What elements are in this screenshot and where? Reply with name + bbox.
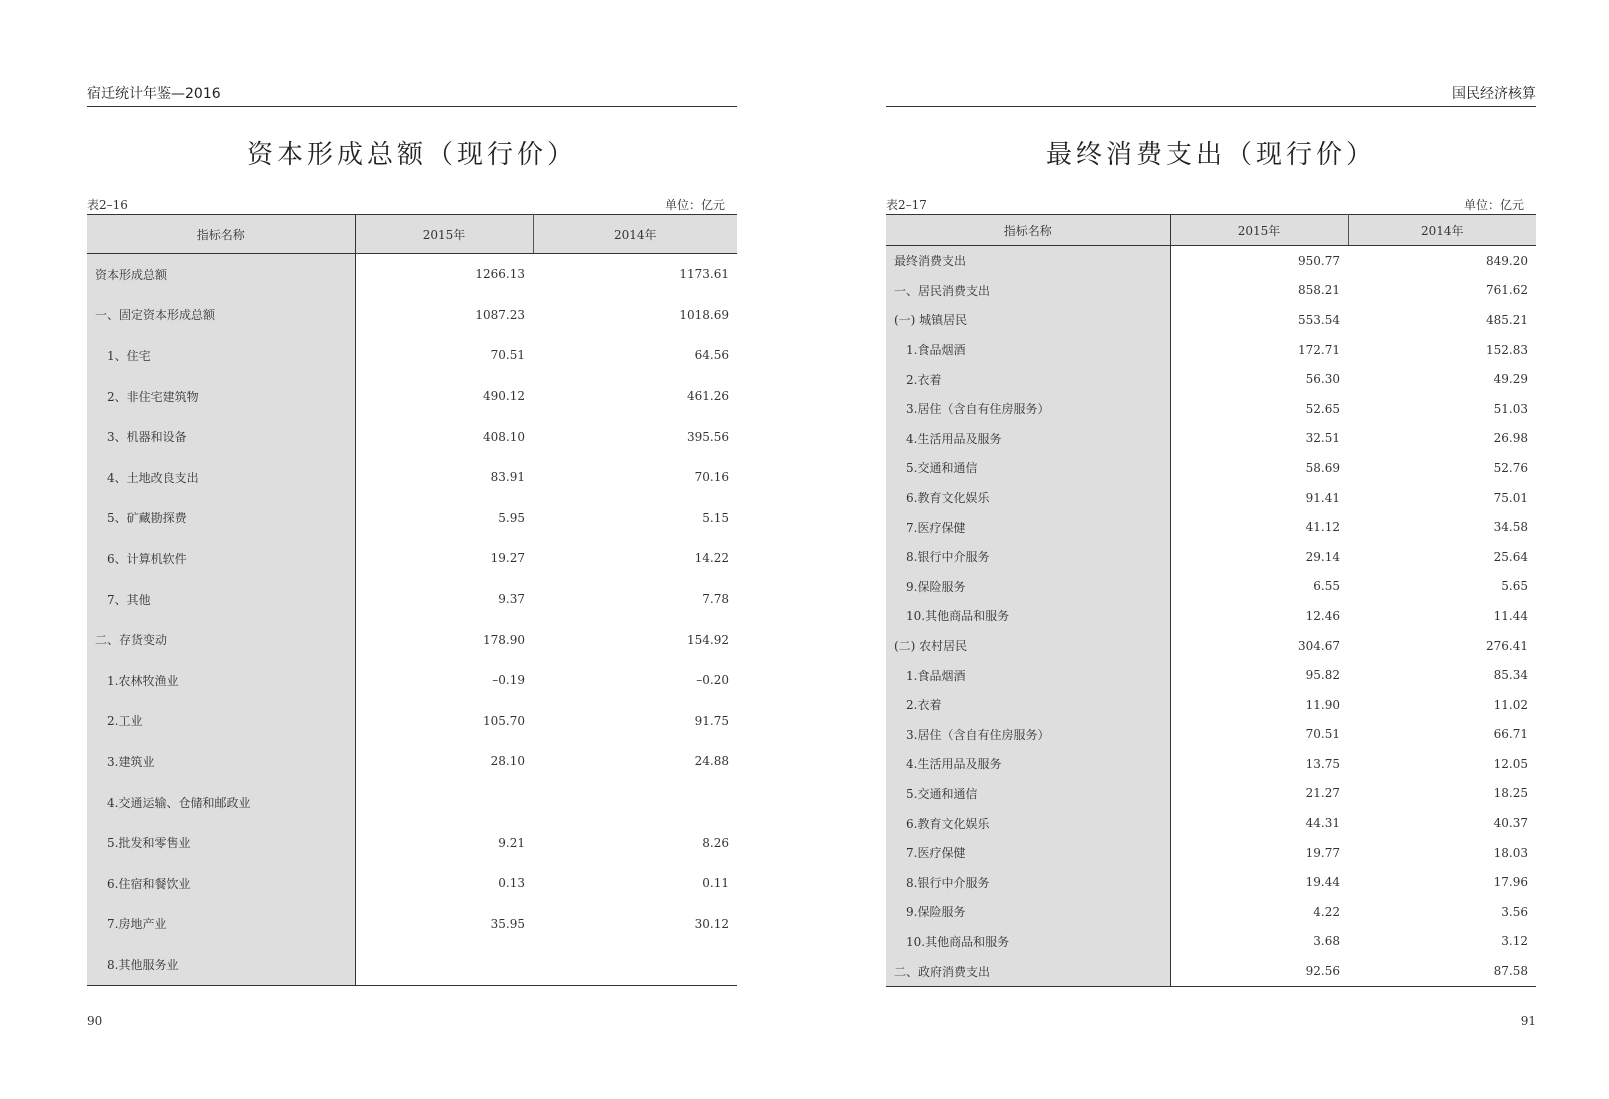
- cell-2015: 91.41: [1305, 490, 1340, 505]
- row-label: 2.衣着: [886, 364, 1170, 394]
- cell-2015: 29.14: [1305, 549, 1340, 564]
- row-label: 6.住宿和餐饮业: [87, 863, 355, 904]
- row-label: 1.农林牧渔业: [87, 660, 355, 701]
- cell-2014: 17.96: [1493, 875, 1528, 890]
- table-title: 资本形成总额（现行价）: [246, 140, 577, 170]
- row-label: 1.食品烟酒: [886, 660, 1170, 690]
- cell-2015: 92.56: [1170, 956, 1348, 986]
- running-head-text: 宿迁统计年鉴—2016: [87, 86, 221, 102]
- cell-2014: 0.11: [702, 876, 729, 891]
- cell-2014: 18.03: [1493, 845, 1528, 860]
- table-row: [886, 364, 1536, 394]
- cell-2014: 849.20: [1486, 253, 1528, 268]
- row-label: (一) 城镇居民: [886, 305, 1170, 335]
- cell-2015: 28.10: [490, 754, 525, 769]
- table-row: [886, 601, 1536, 631]
- cell-2015: 4.22: [1313, 904, 1340, 919]
- row-label: 4.生活用品及服务: [886, 749, 1170, 779]
- table-row: [886, 305, 1536, 335]
- table-row: [87, 538, 737, 579]
- running-head-text: 国民经济核算: [1452, 86, 1536, 102]
- table-row: [886, 542, 1536, 572]
- cell-2015: 35.95: [490, 916, 525, 931]
- row-label: 二、存货变动: [87, 619, 355, 660]
- row-label: 1.食品烟酒: [886, 335, 1170, 365]
- table-row: [886, 720, 1536, 750]
- cell-2014: 64.56: [694, 348, 729, 363]
- row-label: 6.教育文化娱乐: [886, 483, 1170, 513]
- cell-2015: 12.46: [1305, 608, 1340, 623]
- table-row: [886, 483, 1536, 513]
- cell-2015: 11.90: [1305, 697, 1340, 712]
- table-row: [87, 863, 737, 904]
- cell-2014: 1018.69: [679, 307, 729, 322]
- cell-2015: [355, 782, 533, 823]
- row-label: 8.其他服务业: [87, 944, 355, 985]
- cell-2015: 490.12: [483, 389, 525, 404]
- table-title: 最终消费支出（现行价）: [1045, 140, 1376, 170]
- cell-2014: [533, 782, 737, 823]
- cell-2014: 461.26: [687, 389, 729, 404]
- header-2014: 2014年: [1348, 215, 1536, 246]
- cell-2015: 70.51: [1305, 727, 1340, 742]
- cell-2015: 9.37: [498, 592, 525, 607]
- cell-2014: 11.44: [1493, 608, 1528, 623]
- table-row: [87, 254, 737, 295]
- row-label: 二、政府消费支出: [886, 956, 1170, 986]
- table-row: [87, 619, 737, 660]
- row-label: 4、土地改良支出: [87, 457, 355, 498]
- row-label: 最终消费支出: [886, 246, 1170, 276]
- cell-2014: 485.21: [1486, 312, 1528, 327]
- row-label: (二) 农村居民: [886, 631, 1170, 661]
- cell-2014: 75.01: [1493, 490, 1528, 505]
- cell-2015: 178.90: [483, 632, 525, 647]
- table-body: [886, 246, 1536, 987]
- row-label: 6.教育文化娱乐: [886, 808, 1170, 838]
- cell-2014: 14.22: [694, 551, 729, 566]
- table-row: [87, 944, 737, 985]
- row-label: 10.其他商品和服务: [886, 927, 1170, 957]
- cell-2014: 5.15: [702, 510, 729, 525]
- row-label: 3、机器和设备: [87, 416, 355, 457]
- cell-2014: –0.20: [696, 673, 729, 688]
- cell-2014: 8.26: [702, 835, 729, 850]
- cell-2015: 1266.13: [475, 267, 525, 282]
- table-row: [87, 376, 737, 417]
- running-head: [886, 84, 1536, 107]
- table-body: [87, 254, 737, 986]
- cell-2014: 3.56: [1501, 904, 1528, 919]
- cell-2014: 7.78: [702, 592, 729, 607]
- page-number: 91: [1520, 1014, 1536, 1028]
- cell-2015: 553.54: [1298, 312, 1340, 327]
- row-label: 3.建筑业: [87, 741, 355, 782]
- row-label: 3.居住（含自有住房服务）: [886, 720, 1170, 750]
- table-row: [886, 956, 1536, 986]
- cell-2015: 58.69: [1305, 460, 1340, 475]
- table-row: [886, 394, 1536, 424]
- table-row: [886, 335, 1536, 365]
- table-row: [886, 572, 1536, 602]
- cell-2015: 105.70: [483, 713, 525, 728]
- cell-2015: 32.51: [1305, 431, 1340, 446]
- table-row: [87, 335, 737, 376]
- cell-2015: 56.30: [1305, 372, 1340, 387]
- table-row: [886, 660, 1536, 690]
- table-row: [886, 512, 1536, 542]
- row-label: 7.医疗保健: [886, 512, 1170, 542]
- row-label: 8.银行中介服务: [886, 542, 1170, 572]
- row-label: 10.其他商品和服务: [886, 601, 1170, 631]
- table-row: [886, 690, 1536, 720]
- cell-2014: [533, 944, 737, 985]
- capital-formation-table: [87, 214, 737, 986]
- table-meta: [886, 196, 1536, 214]
- table-row: [886, 867, 1536, 897]
- cell-2014: 395.56: [687, 429, 729, 444]
- table-row: [886, 424, 1536, 454]
- cell-2014: 1173.61: [679, 267, 729, 282]
- table-number: 表2–17: [886, 198, 927, 212]
- cell-2014: 25.64: [1493, 549, 1528, 564]
- table-row: [87, 741, 737, 782]
- table-row: [886, 779, 1536, 809]
- table-row: [87, 295, 737, 336]
- row-label: 5.交通和通信: [886, 453, 1170, 483]
- header-2015: 2015年: [355, 215, 533, 254]
- row-label: 9.保险服务: [886, 897, 1170, 927]
- row-label: 一、居民消费支出: [886, 276, 1170, 306]
- row-label: 7.房地产业: [87, 904, 355, 945]
- cell-2014: 18.25: [1493, 786, 1528, 801]
- cell-2015: 95.82: [1305, 668, 1340, 683]
- cell-2014: 40.37: [1493, 816, 1528, 831]
- final-consumption-table: [886, 214, 1536, 987]
- row-label: 2.衣着: [886, 690, 1170, 720]
- cell-2015: 304.67: [1298, 638, 1340, 653]
- cell-2014: 761.62: [1486, 283, 1528, 298]
- table-row: [87, 416, 737, 457]
- cell-2014: 5.65: [1501, 579, 1528, 594]
- cell-2014: 34.58: [1493, 520, 1528, 535]
- row-label: 2、非住宅建筑物: [87, 376, 355, 417]
- cell-2014: 24.88: [694, 754, 729, 769]
- row-label: 5、矿藏勘探费: [87, 498, 355, 539]
- cell-2015: 0.13: [498, 876, 525, 891]
- cell-2014: 51.03: [1493, 401, 1528, 416]
- table-row: [87, 660, 737, 701]
- cell-2015: 21.27: [1305, 786, 1340, 801]
- cell-2015: 1087.23: [475, 307, 525, 322]
- cell-2014: 91.75: [694, 713, 729, 728]
- cell-2015: 70.51: [490, 348, 525, 363]
- cell-2015: 19.44: [1305, 875, 1340, 890]
- cell-2015: 52.65: [1305, 401, 1340, 416]
- table-row: [886, 838, 1536, 868]
- cell-2015: [355, 944, 533, 985]
- row-label: 2.工业: [87, 701, 355, 742]
- table-row: [87, 579, 737, 620]
- row-label: 3.居住（含自有住房服务）: [886, 394, 1170, 424]
- cell-2015: 408.10: [483, 429, 525, 444]
- row-label: 5.批发和零售业: [87, 822, 355, 863]
- cell-2014: 87.58: [1348, 956, 1536, 986]
- cell-2015: 41.12: [1305, 520, 1340, 535]
- cell-2014: 152.83: [1486, 342, 1528, 357]
- cell-2014: 30.12: [694, 916, 729, 931]
- header-2014: 2014年: [533, 215, 737, 254]
- cell-2015: 858.21: [1298, 283, 1340, 298]
- cell-2015: 950.77: [1298, 253, 1340, 268]
- table-row: [87, 822, 737, 863]
- cell-2014: 276.41: [1486, 638, 1528, 653]
- cell-2014: 66.71: [1493, 727, 1528, 742]
- table-number: 表2–16: [87, 198, 128, 212]
- row-label: 一、固定资本形成总额: [87, 295, 355, 336]
- row-label: 4.交通运输、仓储和邮政业: [87, 782, 355, 823]
- running-head: [87, 84, 737, 107]
- table-row: [886, 276, 1536, 306]
- cell-2014: 52.76: [1493, 460, 1528, 475]
- cell-2014: 85.34: [1493, 668, 1528, 683]
- table-row: [87, 498, 737, 539]
- table-row: [886, 453, 1536, 483]
- row-label: 7、其他: [87, 579, 355, 620]
- table-meta: [87, 196, 737, 214]
- cell-2015: 13.75: [1305, 756, 1340, 771]
- row-label: 8.银行中介服务: [886, 867, 1170, 897]
- row-label: 9.保险服务: [886, 572, 1170, 602]
- right-page: [886, 0, 1536, 1099]
- header-2015: 2015年: [1170, 215, 1348, 246]
- cell-2014: 70.16: [694, 470, 729, 485]
- header-indicator: 指标名称: [886, 215, 1170, 246]
- row-label: 4.生活用品及服务: [886, 424, 1170, 454]
- table-row: [87, 782, 737, 823]
- cell-2015: 172.71: [1298, 342, 1340, 357]
- page-number: 90: [87, 1014, 103, 1028]
- cell-2015: 19.27: [490, 551, 525, 566]
- row-label: 6、计算机软件: [87, 538, 355, 579]
- cell-2015: 19.77: [1305, 845, 1340, 860]
- table-header-row: [886, 215, 1536, 246]
- table-row: [87, 904, 737, 945]
- cell-2014: 3.12: [1501, 934, 1528, 949]
- table-row: [886, 897, 1536, 927]
- table-row: [87, 701, 737, 742]
- cell-2014: 12.05: [1493, 756, 1528, 771]
- cell-2014: 154.92: [687, 632, 729, 647]
- cell-2015: –0.19: [492, 673, 525, 688]
- row-label: 1、住宅: [87, 335, 355, 376]
- header-indicator: 指标名称: [87, 215, 355, 254]
- table-row: [886, 246, 1536, 276]
- cell-2015: 83.91: [490, 470, 525, 485]
- table-row: [886, 808, 1536, 838]
- table-row: [886, 631, 1536, 661]
- row-label: 5.交通和通信: [886, 779, 1170, 809]
- row-label: 资本形成总额: [87, 254, 355, 295]
- table-unit: 单位：亿元: [1463, 198, 1524, 212]
- row-label: 7.医疗保健: [886, 838, 1170, 868]
- table-row: [886, 927, 1536, 957]
- cell-2014: 11.02: [1493, 697, 1528, 712]
- cell-2015: 9.21: [498, 835, 525, 850]
- cell-2014: 26.98: [1493, 431, 1528, 446]
- table-row: [87, 457, 737, 498]
- cell-2014: 49.29: [1493, 372, 1528, 387]
- cell-2015: 3.68: [1313, 934, 1340, 949]
- table-header-row: [87, 215, 737, 254]
- cell-2015: 5.95: [498, 510, 525, 525]
- cell-2015: 6.55: [1313, 579, 1340, 594]
- left-page: [87, 0, 737, 1099]
- table-row: [886, 749, 1536, 779]
- table-unit: 单位：亿元: [664, 198, 725, 212]
- cell-2015: 44.31: [1305, 816, 1340, 831]
